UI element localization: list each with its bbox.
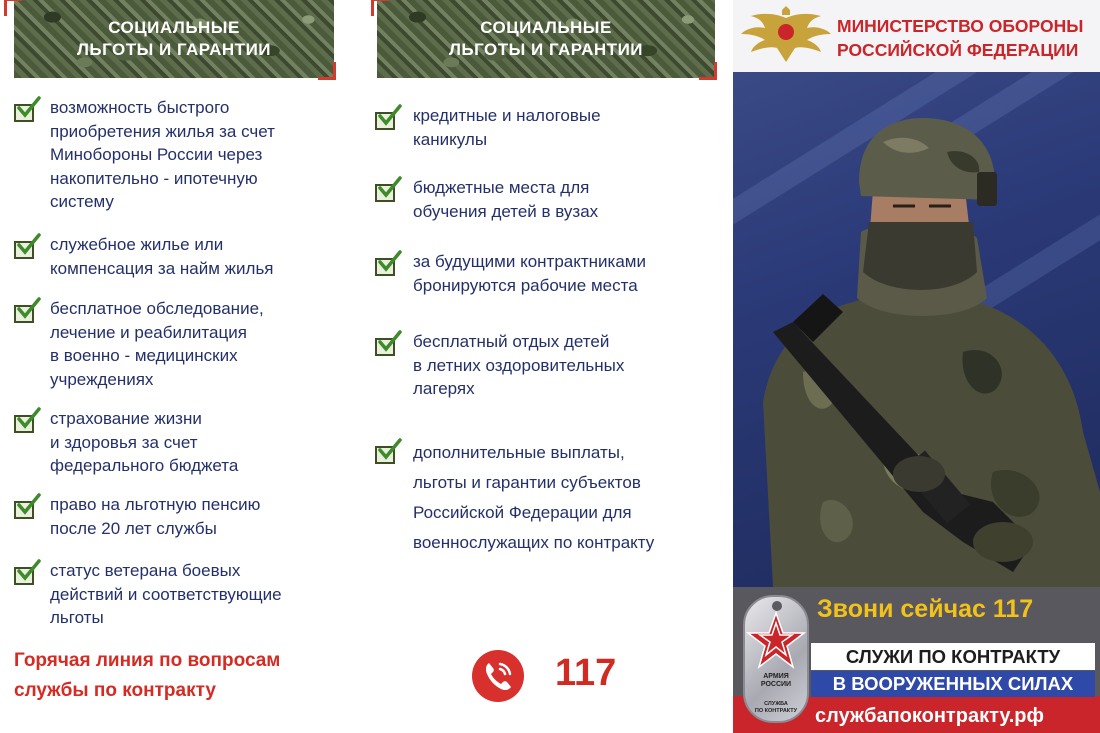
benefit-item [14,96,275,214]
benefit-text: служебное жилье или компенсация за найм жилья [50,235,274,278]
benefit-text: возможность быстрого приобретения жилья за счет Минобороны России через накопительно - ипотечную систему [50,98,275,211]
dogtag-title: АРМИЯ РОССИИ [760,673,792,688]
check-box-icon [14,299,40,323]
call-now-text: Звони сейчас 117 [817,595,1034,623]
benefit-item [14,493,260,540]
check-box-icon [375,106,401,130]
phone-icon [472,650,524,702]
check-box-icon [375,178,401,202]
benefit-item [14,233,274,280]
benefit-text: бесплатное обследование, лечение и реабилитация в военно - медицинских учреждениях [50,299,264,389]
benefit-item [14,559,282,630]
corner-accent [318,62,336,80]
benefit-item [14,407,238,478]
benefit-item [375,250,646,297]
double-headed-eagle-emblem [737,6,835,71]
benefit-text: кредитные и налоговые каникулы [413,106,601,149]
check-box-icon [14,235,40,259]
corner-accent [4,0,22,16]
check-box-icon [375,332,401,356]
ministry-header [733,0,1100,72]
section-header: СОЦИАЛЬНЫЕ ЛЬГОТЫ И ГАРАНТИИ [377,0,715,78]
benefit-text: страхование жизни и здоровья за счет федерального бюджета [50,409,239,475]
dogtag-subtitle: СЛУЖБА ПО КОНТРАКТУ [754,701,798,714]
promo-banner [733,587,1100,733]
ministry-title: МИНИСТЕРСТВО ОБОРОНЫ РОССИЙСКОЙ ФЕДЕРАЦИИ [837,16,1084,60]
benefit-item [375,330,624,401]
soldier-photo [733,72,1100,587]
benefit-text: за будущими контрактниками бронируются рабочие места [413,252,646,295]
benefit-item [375,176,598,223]
corner-accent [371,0,389,16]
benefit-text: бесплатный отдых детей в летних оздоровительных лагерях [413,332,625,398]
check-box-icon [14,495,40,519]
section-header: СОЦИАЛЬНЫЕ ЛЬГОТЫ И ГАРАНТИИ [14,0,334,78]
benefit-item [375,104,601,151]
army-dogtag-logo [743,595,809,723]
benefit-text: статус ветерана боевых действий и соответствующие льготы [50,561,282,627]
benefit-item [375,438,654,558]
benefit-item [14,297,264,391]
check-box-icon [375,440,401,464]
benefit-text: бюджетные места для обучения детей в вузах [413,178,599,221]
benefit-text: дополнительные выплаты, льготы и гарантии субъектов Российской Федерации для военнослужащих по контракту [413,443,655,552]
check-box-icon [375,252,401,276]
hotline-text: Горячая линия по вопросам службы по контракту [14,650,281,701]
right-panel [733,0,1100,733]
middle-panel [355,0,725,733]
armed-forces-line: В ВООРУЖЕННЫХ СИЛАХ [811,671,1095,697]
phone-number: 117 [555,652,617,694]
left-panel [0,0,350,733]
serve-contract-line: СЛУЖИ ПО КОНТРАКТУ [811,643,1095,670]
check-box-icon [14,98,40,122]
check-box-icon [14,561,40,585]
corner-accent [699,62,717,80]
red-star-icon [745,611,807,671]
check-box-icon [14,409,40,433]
benefit-text: право на льготную пенсию после 20 лет службы [50,495,261,538]
website-link[interactable]: службапоконтракту.рф [815,705,1045,727]
